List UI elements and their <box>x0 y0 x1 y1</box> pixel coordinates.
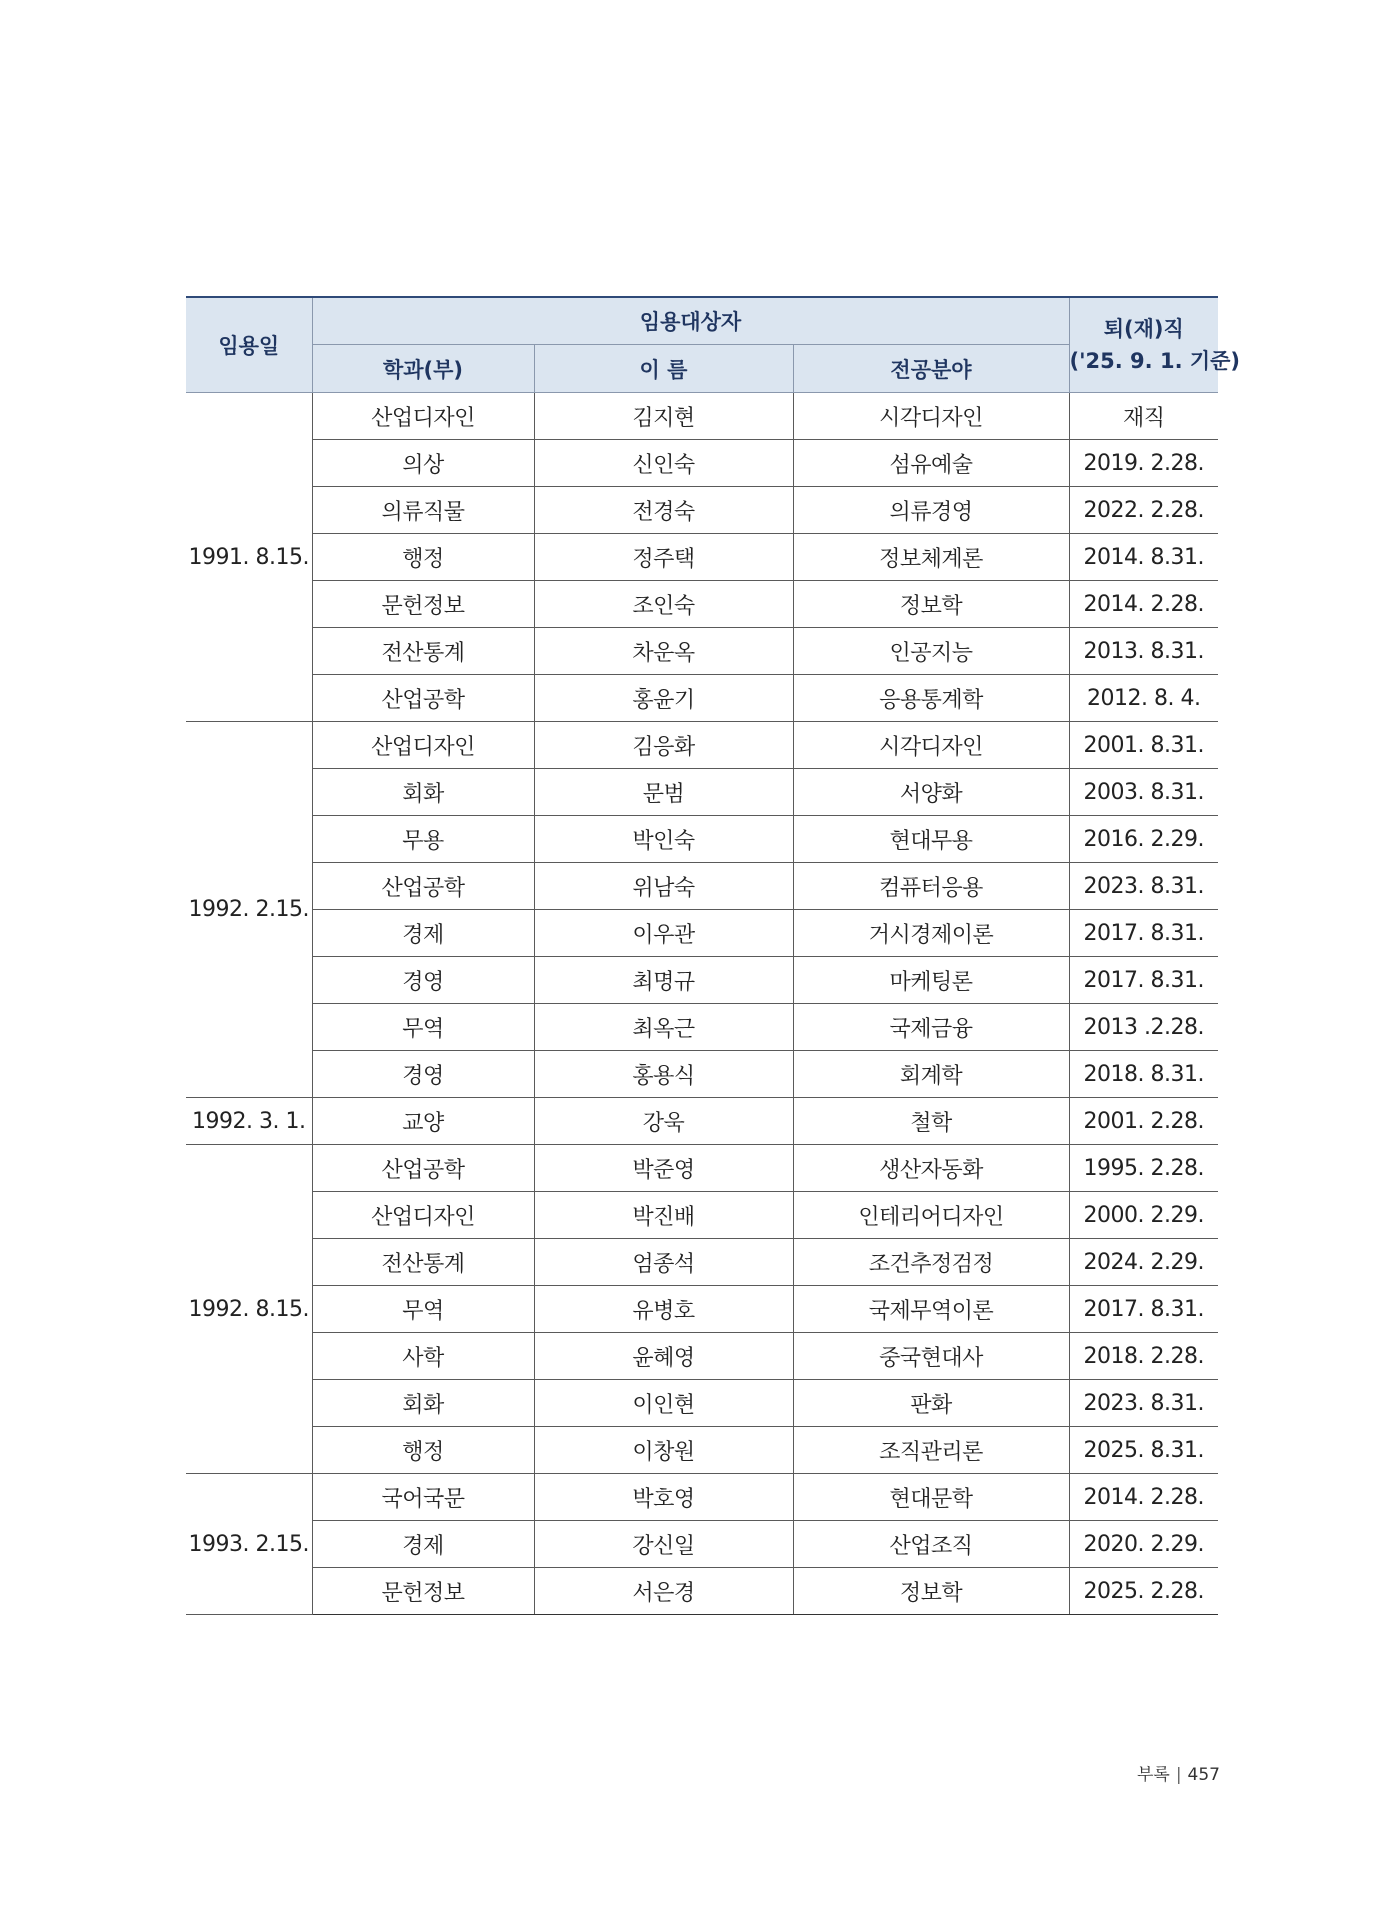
department-cell: 회화 <box>312 769 534 816</box>
name-cell: 전경숙 <box>534 487 793 534</box>
retirement-cell: 2003. 8.31. <box>1069 769 1218 816</box>
table-row <box>186 1098 1218 1145</box>
department-cell: 산업공학 <box>312 1145 534 1192</box>
major-field-cell: 조건추정검정 <box>793 1239 1069 1286</box>
table-row <box>186 1286 1218 1333</box>
appointment-table <box>186 296 1241 1615</box>
table-row <box>186 487 1218 534</box>
retirement-cell: 2025. 2.28. <box>1069 1568 1218 1615</box>
table-row <box>186 1192 1218 1239</box>
name-cell: 홍윤기 <box>534 675 793 722</box>
table-row <box>186 1568 1218 1615</box>
name-cell: 박진배 <box>534 1192 793 1239</box>
table-row <box>186 1145 1218 1192</box>
department-cell: 전산통계 <box>312 1239 534 1286</box>
table-row <box>186 1474 1218 1521</box>
appointment-date-cell: 1992. 2.15. <box>186 722 312 1098</box>
table-row <box>186 581 1218 628</box>
table-row <box>186 534 1218 581</box>
header-retirement-label: 퇴(재)직 <box>1103 317 1184 341</box>
header-major-field: 전공분야 <box>793 345 1069 393</box>
name-cell: 이창원 <box>534 1427 793 1474</box>
name-cell: 유병호 <box>534 1286 793 1333</box>
major-field-cell: 정보학 <box>793 1568 1069 1615</box>
appointment-date-cell: 1992. 3. 1. <box>186 1098 312 1145</box>
name-cell: 정주택 <box>534 534 793 581</box>
department-cell: 문헌정보 <box>312 581 534 628</box>
major-field-cell: 의류경영 <box>793 487 1069 534</box>
table-row <box>186 1333 1218 1380</box>
table-row <box>186 769 1218 816</box>
name-cell: 이인현 <box>534 1380 793 1427</box>
department-cell: 경영 <box>312 1051 534 1098</box>
major-field-cell: 섬유예술 <box>793 440 1069 487</box>
page-number: 457 <box>1187 1765 1220 1785</box>
name-cell: 신인숙 <box>534 440 793 487</box>
major-field-cell: 정보체계론 <box>793 534 1069 581</box>
name-cell: 최옥근 <box>534 1004 793 1051</box>
department-cell: 산업디자인 <box>312 393 534 440</box>
retirement-cell: 2014. 8.31. <box>1069 534 1218 581</box>
major-field-cell: 생산자동화 <box>793 1145 1069 1192</box>
retirement-cell: 2014. 2.28. <box>1069 581 1218 628</box>
name-cell: 박준영 <box>534 1145 793 1192</box>
header-appointee-group: 임용대상자 <box>312 297 1069 345</box>
table-row <box>186 1380 1218 1427</box>
footer-separator: | <box>1175 1765 1182 1785</box>
header-retirement-status <box>1069 297 1241 393</box>
major-field-cell: 마케팅론 <box>793 957 1069 1004</box>
table-row <box>186 1239 1218 1286</box>
name-cell: 차운옥 <box>534 628 793 675</box>
department-cell: 경제 <box>312 910 534 957</box>
name-cell: 김응화 <box>534 722 793 769</box>
department-cell: 사학 <box>312 1333 534 1380</box>
header-department: 학과(부) <box>312 345 534 393</box>
name-cell: 최명규 <box>534 957 793 1004</box>
table-row <box>186 1051 1218 1098</box>
retirement-cell: 2012. 8. 4. <box>1069 675 1218 722</box>
department-cell: 무역 <box>312 1004 534 1051</box>
department-cell: 경제 <box>312 1521 534 1568</box>
department-cell: 행정 <box>312 1427 534 1474</box>
major-field-cell: 현대문학 <box>793 1474 1069 1521</box>
name-cell: 박인숙 <box>534 816 793 863</box>
major-field-cell: 인테리어디자인 <box>793 1192 1069 1239</box>
name-cell: 김지현 <box>534 393 793 440</box>
retirement-cell: 2017. 8.31. <box>1069 957 1218 1004</box>
department-cell: 회화 <box>312 1380 534 1427</box>
table-row <box>186 440 1218 487</box>
retirement-cell: 2024. 2.29. <box>1069 1239 1218 1286</box>
retirement-cell: 1995. 2.28. <box>1069 1145 1218 1192</box>
department-cell: 국어국문 <box>312 1474 534 1521</box>
major-field-cell: 인공지능 <box>793 628 1069 675</box>
department-cell: 무용 <box>312 816 534 863</box>
retirement-cell: 2020. 2.29. <box>1069 1521 1218 1568</box>
major-field-cell: 시각디자인 <box>793 393 1069 440</box>
table-row <box>186 863 1218 910</box>
appointment-date-cell: 1991. 8.15. <box>186 393 312 722</box>
name-cell: 홍용식 <box>534 1051 793 1098</box>
table-row <box>186 628 1218 675</box>
footer-section: 부록 <box>1136 1765 1170 1785</box>
retirement-cell: 2023. 8.31. <box>1069 1380 1218 1427</box>
department-cell: 의상 <box>312 440 534 487</box>
retirement-cell: 2001. 2.28. <box>1069 1098 1218 1145</box>
name-cell: 윤혜영 <box>534 1333 793 1380</box>
table-row <box>186 722 1218 769</box>
table-row <box>186 910 1218 957</box>
name-cell: 문범 <box>534 769 793 816</box>
major-field-cell: 산업조직 <box>793 1521 1069 1568</box>
major-field-cell: 시각디자인 <box>793 722 1069 769</box>
table-row <box>186 1004 1218 1051</box>
retirement-cell: 2017. 8.31. <box>1069 1286 1218 1333</box>
header-appointment-date: 임용일 <box>186 297 312 393</box>
department-cell: 산업디자인 <box>312 1192 534 1239</box>
retirement-cell: 2022. 2.28. <box>1069 487 1218 534</box>
major-field-cell: 중국현대사 <box>793 1333 1069 1380</box>
department-cell: 전산통계 <box>312 628 534 675</box>
retirement-cell: 2018. 2.28. <box>1069 1333 1218 1380</box>
department-cell: 산업공학 <box>312 675 534 722</box>
retirement-cell: 2017. 8.31. <box>1069 910 1218 957</box>
name-cell: 조인숙 <box>534 581 793 628</box>
name-cell: 박호영 <box>534 1474 793 1521</box>
department-cell: 문헌정보 <box>312 1568 534 1615</box>
retirement-cell: 2014. 2.28. <box>1069 1474 1218 1521</box>
table-row <box>186 393 1218 440</box>
department-cell: 산업디자인 <box>312 722 534 769</box>
table-row <box>186 1521 1218 1568</box>
page-footer <box>1130 1760 1220 1785</box>
retirement-cell: 2001. 8.31. <box>1069 722 1218 769</box>
major-field-cell: 서양화 <box>793 769 1069 816</box>
department-cell: 산업공학 <box>312 863 534 910</box>
retirement-cell: 2016. 2.29. <box>1069 816 1218 863</box>
major-field-cell: 거시경제이론 <box>793 910 1069 957</box>
major-field-cell: 회계학 <box>793 1051 1069 1098</box>
retirement-cell: 2025. 8.31. <box>1069 1427 1218 1474</box>
table-row <box>186 675 1218 722</box>
name-cell: 강신일 <box>534 1521 793 1568</box>
table-row <box>186 816 1218 863</box>
department-cell: 무역 <box>312 1286 534 1333</box>
retirement-cell: 2013. 8.31. <box>1069 628 1218 675</box>
department-cell: 의류직물 <box>312 487 534 534</box>
department-cell: 행정 <box>312 534 534 581</box>
major-field-cell: 정보학 <box>793 581 1069 628</box>
table-body <box>186 393 1218 1615</box>
name-cell: 서은경 <box>534 1568 793 1615</box>
retirement-cell: 2000. 2.29. <box>1069 1192 1218 1239</box>
major-field-cell: 판화 <box>793 1380 1069 1427</box>
major-field-cell: 조직관리론 <box>793 1427 1069 1474</box>
header-retirement-basis: ('25. 9. 1. 기준) <box>1069 349 1241 373</box>
table-row <box>186 957 1218 1004</box>
name-cell: 강욱 <box>534 1098 793 1145</box>
major-field-cell: 국제금융 <box>793 1004 1069 1051</box>
retirement-cell: 2019. 2.28. <box>1069 440 1218 487</box>
name-cell: 엄종석 <box>534 1239 793 1286</box>
table-row <box>186 1427 1218 1474</box>
major-field-cell: 현대무용 <box>793 816 1069 863</box>
major-field-cell: 컴퓨터응용 <box>793 863 1069 910</box>
major-field-cell: 철학 <box>793 1098 1069 1145</box>
retirement-cell: 2018. 8.31. <box>1069 1051 1218 1098</box>
retirement-cell: 2013 .2.28. <box>1069 1004 1218 1051</box>
department-cell: 경영 <box>312 957 534 1004</box>
header-name: 이 름 <box>534 345 793 393</box>
retirement-cell: 2023. 8.31. <box>1069 863 1218 910</box>
retirement-cell: 재직 <box>1069 393 1218 440</box>
appointment-date-cell: 1992. 8.15. <box>186 1145 312 1474</box>
major-field-cell: 국제무역이론 <box>793 1286 1069 1333</box>
department-cell: 교양 <box>312 1098 534 1145</box>
major-field-cell: 응용통계학 <box>793 675 1069 722</box>
appointment-date-cell: 1993. 2.15. <box>186 1474 312 1615</box>
name-cell: 이우관 <box>534 910 793 957</box>
name-cell: 위남숙 <box>534 863 793 910</box>
